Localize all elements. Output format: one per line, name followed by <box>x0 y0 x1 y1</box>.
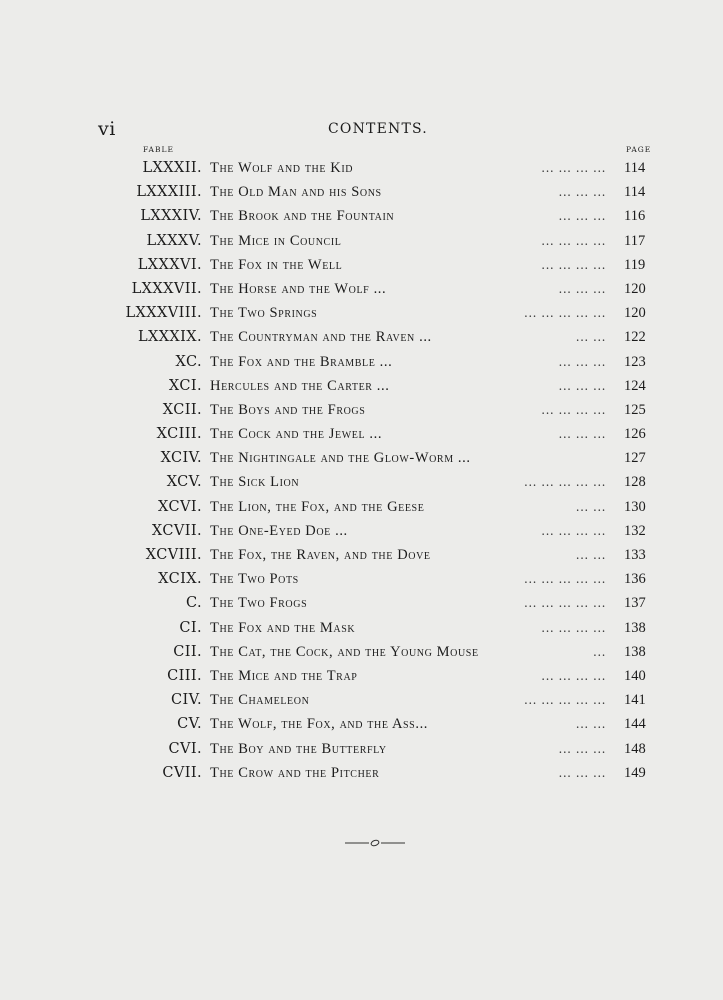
fable-title: Hercules and the Carter ... <box>210 377 390 394</box>
contents-entry <box>0 688 723 712</box>
contents-entry <box>0 253 723 277</box>
page-ref: 128 <box>624 474 646 491</box>
contents-entry <box>0 398 723 422</box>
contents-entry <box>0 204 723 228</box>
contents-entry <box>0 543 723 567</box>
page-ref: 125 <box>624 401 646 418</box>
fable-title: The Chameleon <box>210 692 310 709</box>
fable-column-label: FABLE <box>143 145 174 154</box>
page-ref: 116 <box>624 208 646 225</box>
fable-number: XCIX. <box>158 571 202 588</box>
leader-dots: ... ... ... <box>558 185 606 200</box>
leader-dots: ... ... ... <box>558 209 606 224</box>
fable-title: The Nightingale and the Glow-Worm ... <box>210 450 471 467</box>
contents-entry <box>0 712 723 736</box>
fable-title: The Boys and the Frogs <box>210 401 366 418</box>
contents-entry <box>0 180 723 204</box>
fable-number: LXXXII. <box>142 160 202 176</box>
fable-title: The Wolf and the Kid <box>210 160 354 176</box>
fable-number: XCVI. <box>158 498 202 515</box>
contents-entry <box>0 616 723 640</box>
fable-number: CI. <box>179 619 202 636</box>
leader-dots: ... ... ... ... ... <box>524 693 606 708</box>
contents-entry <box>0 737 723 761</box>
contents-entry <box>0 422 723 446</box>
page-ref: 114 <box>624 160 646 176</box>
leader-dots: ... ... ... <box>558 281 606 296</box>
fable-number: LXXXIII. <box>136 184 202 201</box>
page-ref: 133 <box>624 547 646 563</box>
fable-title: The Brook and the Fountain <box>210 208 395 225</box>
fable-title: The Crow and the Pitcher <box>210 764 380 781</box>
leader-dots: ... ... <box>575 717 606 732</box>
page-ref: 138 <box>624 619 646 636</box>
page-ref: 144 <box>624 716 646 733</box>
leader-dots: ... ... ... ... ... <box>524 572 606 587</box>
contents-entry <box>0 325 723 349</box>
contents-entry <box>0 277 723 301</box>
leader-dots: ... ... ... ... <box>541 233 606 248</box>
leader-dots: ... ... ... ... <box>541 257 606 272</box>
leader-dots: ... ... ... ... ... <box>524 475 606 490</box>
fable-title: The Boy and the Butterfly <box>210 740 387 757</box>
contents-entry <box>0 301 723 325</box>
leader-dots: ... ... ... ... <box>541 620 606 635</box>
contents-entry <box>0 374 723 398</box>
page-ref: 120 <box>624 280 646 297</box>
fable-number: XCV. <box>166 474 202 491</box>
fable-title: The Sick Lion <box>210 474 300 491</box>
page-column-label: PAGE <box>626 145 652 154</box>
page-ref: 141 <box>624 692 646 709</box>
leader-dots: ... ... ... <box>558 765 606 780</box>
leader-dots: ... ... ... <box>558 378 606 393</box>
fable-number: LXXXIX. <box>137 329 202 346</box>
leader-dots: ... ... ... ... ... <box>524 596 606 611</box>
fable-title: The One-Eyed Doe ... <box>210 522 348 539</box>
fable-number: CII. <box>173 643 202 660</box>
fable-title: The Old Man and his Sons <box>210 184 382 201</box>
page-ref: 119 <box>624 256 646 273</box>
fable-number: CIV. <box>171 692 202 709</box>
fable-number: CV. <box>177 716 202 733</box>
fable-title: The Fox and the Bramble ... <box>210 353 393 370</box>
fable-title: The Countryman and the Raven ... <box>210 329 432 346</box>
fable-number: CVI. <box>168 740 202 757</box>
contents-entry <box>0 519 723 543</box>
fable-number: XC. <box>175 353 202 370</box>
fable-title: The Fox, the Raven, and the Dove <box>210 547 431 563</box>
contents-entry <box>0 156 723 180</box>
contents-entry <box>0 446 723 470</box>
fable-title: The Horse and the Wolf ... <box>210 280 387 297</box>
fable-title: The Two Springs <box>210 305 318 322</box>
page-ref: 140 <box>624 667 646 684</box>
contents-entry <box>0 495 723 519</box>
fable-title: The Mice and the Trap <box>210 667 358 684</box>
leader-dots: ... <box>593 644 606 659</box>
fable-title: The Two Pots <box>210 571 299 588</box>
fable-title: The Lion, the Fox, and the Geese <box>210 498 425 515</box>
page-ref: 114 <box>624 184 646 201</box>
contents-entry <box>0 761 723 785</box>
fable-title: The Cock and the Jewel ... <box>210 426 383 443</box>
fable-number: LXXXIV. <box>140 208 202 225</box>
leader-dots: ... ... ... ... ... <box>524 306 606 321</box>
page-ref: 127 <box>624 450 646 467</box>
page-ref: 130 <box>624 498 646 515</box>
contents-entry <box>0 229 723 253</box>
contents-entry <box>0 640 723 664</box>
page-ref: 137 <box>624 595 646 612</box>
leader-dots: ... ... ... <box>558 354 606 369</box>
fable-number: XCVIII. <box>145 547 202 563</box>
contents-entry <box>0 567 723 591</box>
leader-dots: ... ... ... ... <box>541 161 606 175</box>
leader-dots: ... ... <box>575 330 606 345</box>
page-title: CONTENTS. <box>328 121 428 137</box>
page-ref: 117 <box>624 232 646 249</box>
leader-dots: ... ... ... <box>558 741 606 756</box>
fable-number: XCIV. <box>160 450 202 467</box>
page-number: vi <box>98 118 116 140</box>
page-header <box>98 118 653 142</box>
fable-title: The Fox in the Well <box>210 256 343 273</box>
fable-title: The Two Frogs <box>210 595 308 612</box>
leader-dots: ... ... <box>575 548 606 562</box>
fable-number: LXXXV. <box>146 232 202 249</box>
page-ref: 138 <box>624 643 646 660</box>
fable-number: XCI. <box>168 377 202 394</box>
fable-number: LXXXVI. <box>137 256 202 273</box>
fable-number: XCIII. <box>156 426 202 443</box>
fable-number: LXXXVII. <box>131 280 202 297</box>
page-ref: 132 <box>624 522 646 539</box>
fable-title: The Fox and the Mask <box>210 619 356 636</box>
contents-entry <box>0 350 723 374</box>
page-ref: 123 <box>624 353 646 370</box>
page-ref: 120 <box>624 305 646 322</box>
page-ref: 122 <box>624 329 646 346</box>
leader-dots: ... ... ... ... <box>541 668 606 683</box>
leader-dots: ... ... <box>575 499 606 514</box>
page-ref: 124 <box>624 377 646 394</box>
fable-number: CVII. <box>162 764 202 781</box>
fable-number: C. <box>186 595 202 612</box>
leader-dots: ... ... ... <box>558 427 606 442</box>
page-ref: 149 <box>624 764 646 781</box>
contents-entry <box>0 664 723 688</box>
fable-title: The Wolf, the Fox, and the Ass... <box>210 716 429 733</box>
page-ref: 126 <box>624 426 646 443</box>
ornament-rule-icon <box>343 836 407 850</box>
fable-title: The Mice in Council <box>210 232 342 249</box>
fable-number: CIII. <box>167 667 202 684</box>
page-ref: 136 <box>624 571 646 588</box>
leader-dots: ... ... ... ... <box>541 523 606 538</box>
contents-list <box>0 156 723 785</box>
fable-number: LXXXVIII. <box>125 305 202 322</box>
page-ref: 148 <box>624 740 646 757</box>
leader-dots: ... ... ... ... <box>541 402 606 417</box>
fable-number: XCII. <box>162 401 202 418</box>
fable-title: The Cat, the Cock, and the Young Mouse <box>210 643 479 660</box>
contents-entry <box>0 470 723 494</box>
fable-number: XCVII. <box>151 522 202 539</box>
contents-entry <box>0 591 723 615</box>
